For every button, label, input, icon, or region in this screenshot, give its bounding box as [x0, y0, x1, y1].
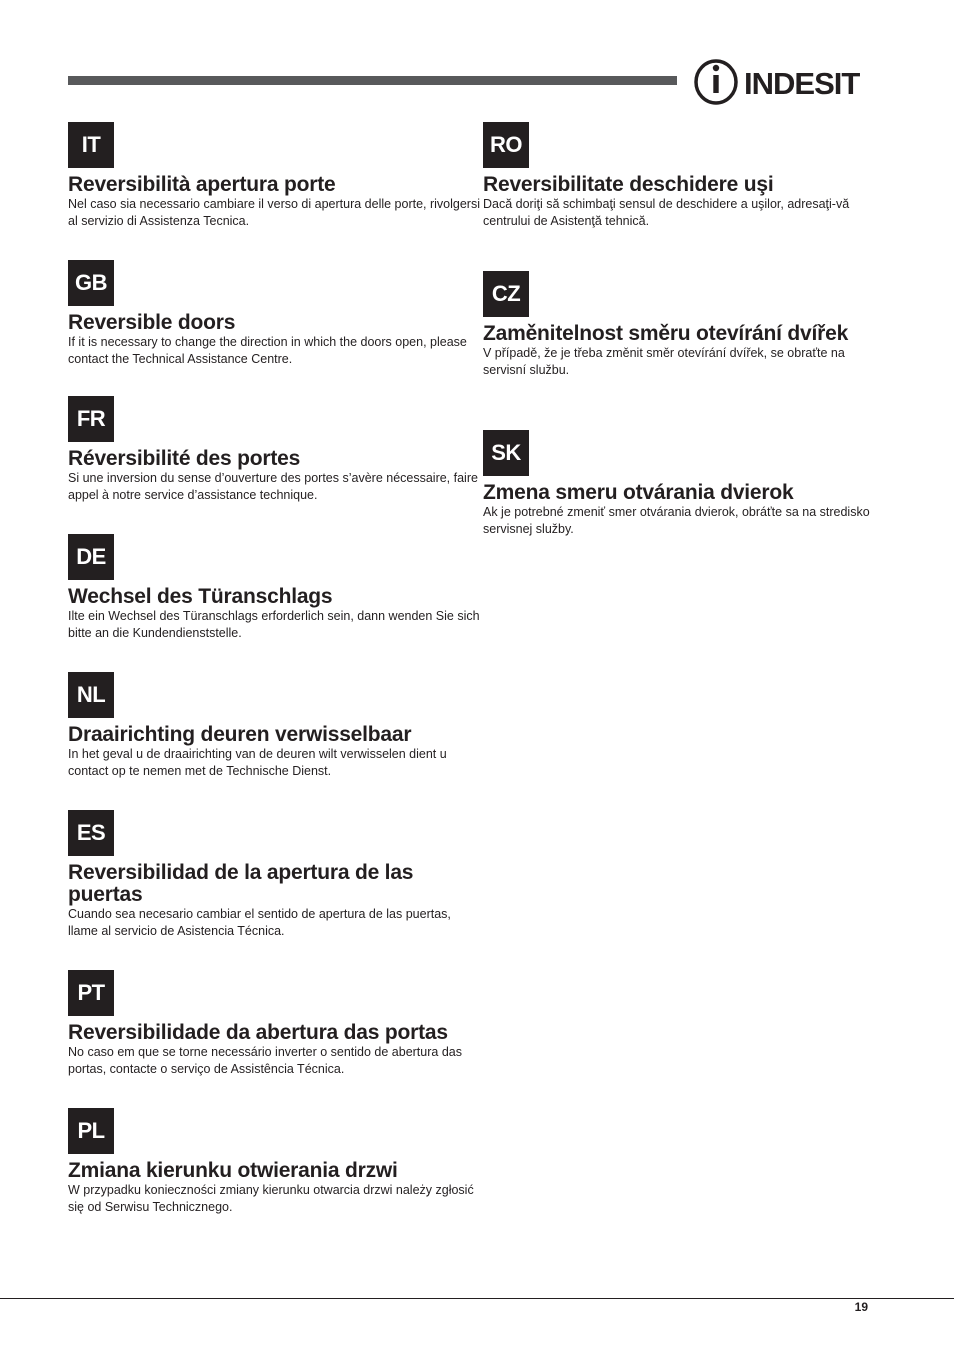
language-badge: ES: [68, 810, 114, 856]
section-body: Ilte ein Wechsel des Türanschlags erforderlich sein, dann wenden Sie sich bitte an die Kundendienststelle.: [68, 609, 480, 640]
section-fr: [68, 396, 480, 503]
language-badge: RO: [483, 122, 529, 168]
language-badge: DE: [68, 534, 114, 580]
section-title: Reversibilitate deschidere uşi: [483, 173, 774, 196]
section-body: Nel caso sia necessario cambiare il verso di apertura delle porte, rivolgersi al servizio di Assistenza Tecnica.: [68, 197, 480, 228]
section-title: Reversible doors: [68, 311, 236, 334]
section-gb: [68, 260, 480, 367]
language-badge: FR: [68, 396, 114, 442]
section-title: Réversibilité des portes: [68, 447, 301, 470]
section-nl: [68, 672, 480, 779]
section-es: [68, 810, 480, 939]
section-pl: [68, 1108, 480, 1215]
section-title: Draairichting deuren verwisselbaar: [68, 723, 412, 746]
section-cz: [483, 271, 873, 378]
language-badge: PL: [68, 1108, 114, 1154]
section-it: [68, 122, 480, 229]
language-badge: NL: [68, 672, 114, 718]
section-body: In het geval u de draairichting van de deuren wilt verwisselen dient u contact op te nemen met de Technische Dienst.: [68, 747, 447, 778]
section-ro: [483, 122, 873, 229]
section-body: Cuando sea necesario cambiar el sentido de apertura de las puertas, llame al servicio de Asistencia Técnica.: [68, 907, 451, 938]
svg-text:INDESIT: INDESIT: [744, 66, 860, 101]
section-body: W przypadku konieczności zmiany kierunku otwarcia drzwi należy zgłosić się od Serwisu Technicznego.: [68, 1183, 474, 1214]
section-sk: [483, 430, 873, 537]
section-title: Zaměnitelnost směru otevírání dvířek: [483, 322, 849, 345]
indesit-logo: [694, 58, 870, 106]
language-badge: GB: [68, 260, 114, 306]
language-badge: SK: [483, 430, 529, 476]
section-body: Dacă doriţi să schimbaţi sensul de deschidere a uşilor, adresaţi-vă centrului de Asistenţă tehnică.: [483, 197, 850, 228]
language-badge: CZ: [483, 271, 529, 317]
section-body: Ak je potrebné zmeniť smer otvárania dvierok, obráťte sa na stredisko servisnej služby.: [483, 505, 870, 536]
section-title: Reversibilidade da abertura das portas: [68, 1021, 448, 1044]
section-body: If it is necessary to change the direction in which the doors open, please contact the Technical Assistance Centre.: [68, 335, 467, 366]
section-title: Reversibilità apertura porte: [68, 173, 336, 196]
section-body: V případě, že je třeba změnit směr otevírání dvířek, se obraťte na servisní službu.: [483, 346, 845, 377]
section-body: No caso em que se torne necessário inverter o sentido de abertura das portas, contacte o serviço de Assistência Técnica.: [68, 1045, 462, 1076]
section-body: Si une inversion du sense d’ouverture des portes s’avère nécessaire, faire appel à notre service d’assistance technique.: [68, 471, 478, 502]
footer-rule: [0, 1298, 954, 1299]
section-title: Reversibilidad de la apertura de las puertas: [68, 861, 414, 906]
header-rule: [68, 76, 677, 85]
section-title: Zmena smeru otvárania dvierok: [483, 481, 794, 504]
section-title: Wechsel des Türanschlags: [68, 585, 333, 608]
language-badge: IT: [68, 122, 114, 168]
section-pt: [68, 970, 480, 1077]
language-badge: PT: [68, 970, 114, 1016]
section-title: Zmiana kierunku otwierania drzwi: [68, 1159, 398, 1182]
section-de: [68, 534, 480, 641]
page-number: 19: [854, 1300, 868, 1314]
